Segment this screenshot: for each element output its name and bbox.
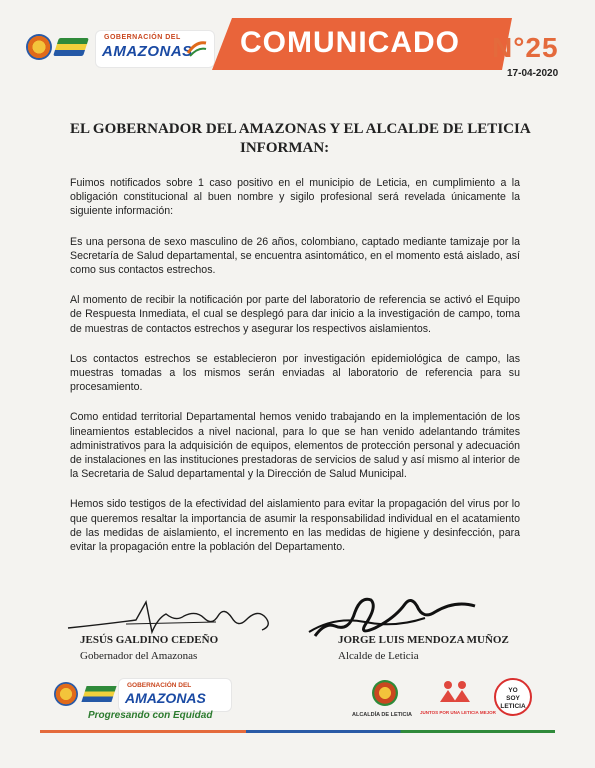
- paragraph-1: Fuimos notificados sobre 1 caso positivo en el municipio de Leticia, en cumplimiento a la obligación constitucional al buen nombre y sigilo profesional será revelada únicamente la siguiente información:: [70, 177, 520, 218]
- governor-role: Gobernador del Amazonas: [80, 650, 198, 662]
- amazonas-flag-icon: [53, 38, 89, 56]
- governor-name: JESÚS GALDINO CEDEÑO: [80, 634, 219, 646]
- footer-divider: [40, 730, 555, 733]
- swoosh-icon: [186, 37, 208, 59]
- alcaldia-seal-icon: [372, 680, 398, 706]
- soy-text: SOY: [506, 695, 520, 702]
- header: [0, 14, 595, 84]
- title-line-1: EL GOBERNADOR DEL AMAZONAS Y EL ALCALDE DE LETICIA: [70, 121, 531, 137]
- footer-gobernacion-logo: [118, 678, 232, 712]
- banner-title: COMUNICADO: [240, 26, 460, 59]
- document-body: [70, 176, 520, 570]
- alcaldia-label: ALCALDÍA DE LETICIA: [352, 712, 412, 718]
- communique-number: N°25: [492, 32, 559, 63]
- mayor-name: JORGE LUIS MENDOZA MUÑOZ: [338, 634, 509, 646]
- juntos-label: JUNTOS POR UNA LETICIA MEJOR: [420, 710, 496, 715]
- department-seal-icon: [26, 34, 52, 60]
- paragraph-4: Los contactos estrechos se establecieron por investigación epidemiológica de campo, las muestras tomadas a los mismos serán enviadas al laboratorio de referencia para su procesamiento.: [70, 352, 520, 394]
- logo-top-text: GOBERNACIÓN DEL: [104, 34, 181, 41]
- paragraph-3: Al momento de recibir la notificación por parte del laboratorio de referencia se activó el Equipo de Respuesta Inmediata, el cual se desplegó para dar inicio a la investigación de campo, toma de muestras de contactos estrechos y asegurar los respectivos aislamientos.: [70, 294, 520, 335]
- paragraph-2: Es una persona de sexo masculino de 26 años, colombiano, captado mediante tamizaje por la Secretaría de Salud departamental, se encuentra asintomático, en el momento está aislado, así como sus contactos estrechos.: [70, 235, 520, 277]
- footer-logo-main-text: AMAZONAS: [125, 690, 206, 706]
- communique-date: 17-04-2020: [507, 68, 559, 79]
- footer-logo-top-text: GOBERNACIÓN DEL: [127, 682, 192, 689]
- footer-slogan: Progresando con Equidad: [88, 710, 213, 721]
- leticia-text: LETICIA: [500, 703, 526, 710]
- yo-text: YO: [508, 687, 518, 694]
- mayor-role: Alcalde de Leticia: [338, 650, 419, 662]
- footer: [0, 670, 595, 768]
- governor-signature: [66, 598, 276, 638]
- document-title: [70, 120, 540, 158]
- logo-main-text: AMAZONAS: [102, 43, 193, 60]
- footer-seal-icon: [54, 682, 78, 706]
- paragraph-5: Como entidad territorial Departamental hemos venido trabajando en la implementación de los lineamientos establecidos a nivel nacional, para lo que se han venido adelantando trámites administrativos para la adquisición de equipos, elementos de protección personal y adecuación de instalaciones en las instituciones prestadoras de servicios de salud y así mismo al interior de la Secretaria de Salud departamental y la Dirección de Salud Municipal.: [70, 411, 520, 481]
- title-line-2: INFORMAN:: [240, 140, 330, 156]
- juntos-people-icon: [438, 680, 472, 704]
- footer-flag-icon: [81, 686, 116, 702]
- gobernacion-logo: [95, 30, 215, 68]
- paragraph-6: Hemos sido testigos de la efectividad del aislamiento para evitar la propagación del virus por lo que queremos resaltar la importancia de asumir la responsabilidad individual en el acatamiento de las medidas de aislamiento, el incremento en las medidas de higiene y desinfección, para evitar la propagación entre la población del Departamento.: [70, 498, 520, 554]
- yo-soy-leticia-badge: [494, 678, 532, 716]
